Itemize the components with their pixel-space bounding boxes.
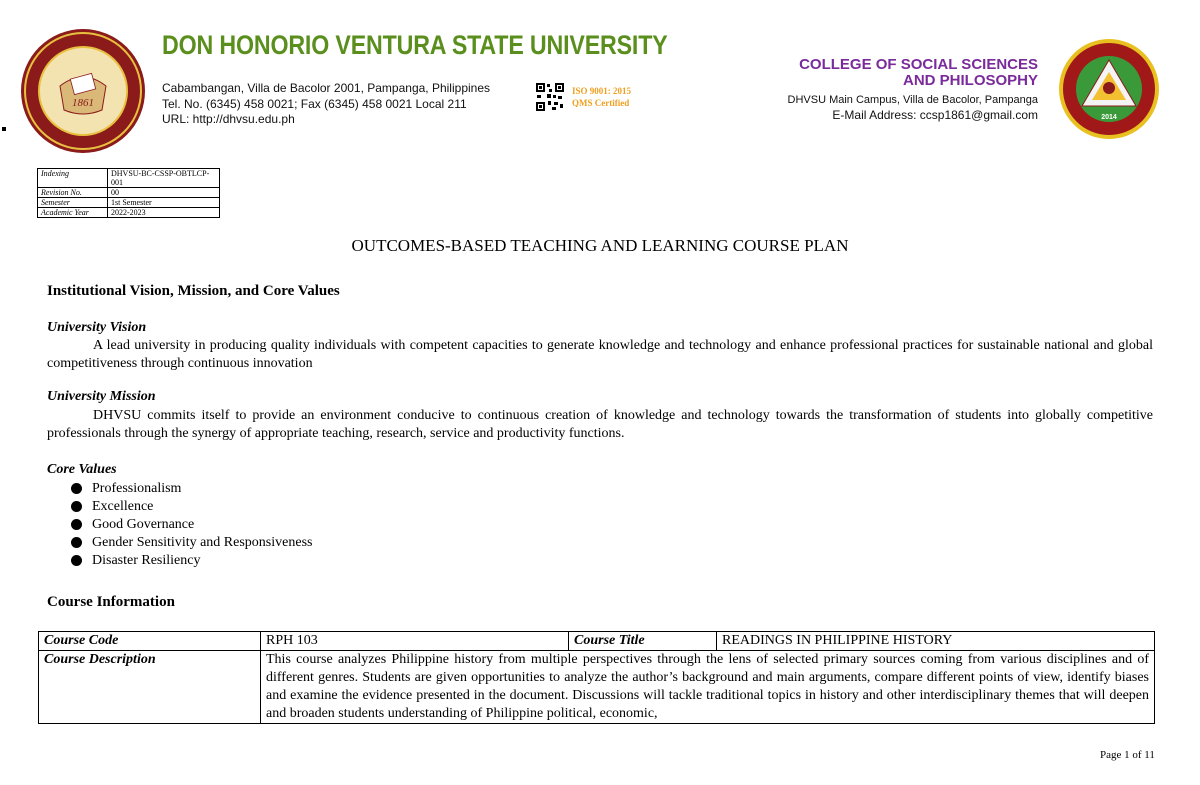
vision-heading: University Vision xyxy=(47,320,147,335)
list-item: Good Governance xyxy=(70,516,312,534)
index-key: Academic Year xyxy=(38,208,108,218)
mission-heading: University Mission xyxy=(47,389,156,404)
vision-text: A lead university in producing quality individuals with competent capacities to generate knowledge and technology and enhance professional practices for sustainable national and global competitiveness through continuous innovation xyxy=(47,338,1153,371)
iso-certification: ISO 9001: 2015 xyxy=(572,86,632,96)
college-seal-logo xyxy=(1058,38,1160,140)
college-name-line2: AND PHILOSOPHY xyxy=(902,72,1038,89)
table-row xyxy=(38,169,220,188)
bullet-icon xyxy=(71,483,82,494)
seal-year: 1861 xyxy=(72,97,94,109)
course-description-label: Course Description xyxy=(39,651,261,724)
bullet-icon xyxy=(71,537,82,548)
stray-mark xyxy=(2,127,6,131)
bullet-icon xyxy=(71,519,82,530)
university-phone: Tel. No. (6345) 458 0021; Fax (6345) 458 0021 Local 211 xyxy=(162,97,467,111)
college-name-line1: COLLEGE OF SOCIAL SCIENCES xyxy=(799,56,1038,73)
course-title-value: READINGS IN PHILIPPINE HISTORY xyxy=(717,632,1155,651)
mission-text: DHVSU commits itself to provide an environment conducive to continuous creation of knowledge and technology towards the transformation of students into globally competitive professionals through the synergy of appropriate teaching, research, service and productivity functions. xyxy=(47,408,1153,441)
vmc-heading: Institutional Vision, Mission, and Core Values xyxy=(47,283,340,299)
university-address: Cabambangan, Villa de Bacolor 2001, Pampanga, Philippines xyxy=(162,81,491,95)
course-code-label: Course Code xyxy=(39,632,261,651)
core-values-list xyxy=(70,480,312,570)
table-row xyxy=(38,188,220,198)
table-row xyxy=(38,208,220,218)
list-item: Disaster Resiliency xyxy=(70,552,312,570)
list-item: Excellence xyxy=(70,498,312,516)
course-info-heading: Course Information xyxy=(47,594,175,610)
table-row xyxy=(39,632,1155,651)
index-key: Revision No. xyxy=(38,188,108,198)
university-name: DON HONORIO VENTURA STATE UNIVERSITY xyxy=(162,30,668,60)
document-title: OUTCOMES-BASED TEACHING AND LEARNING COURSE PLAN xyxy=(351,236,849,255)
college-campus: DHVSU Main Campus, Villa de Bacolor, Pampanga xyxy=(787,94,1038,106)
page-number: Page 1 of 11 xyxy=(1100,749,1155,761)
college-email: E-Mail Address: ccsp1861@gmail.com xyxy=(832,108,1038,122)
college-seal-year: 2014 xyxy=(1101,114,1117,121)
bullet-icon xyxy=(71,501,82,512)
index-key: Semester xyxy=(38,198,108,208)
qr-code-icon xyxy=(535,82,565,112)
vision-paragraph xyxy=(47,337,1153,373)
table-row xyxy=(39,651,1155,724)
core-values-heading: Core Values xyxy=(47,462,117,477)
course-info-table xyxy=(38,631,1155,724)
university-url: URL: http://dhvsu.edu.ph xyxy=(162,112,295,126)
bullet-icon xyxy=(71,555,82,566)
university-seal-logo xyxy=(20,28,146,154)
list-item: Professionalism xyxy=(70,480,312,498)
list-item: Gender Sensitivity and Responsiveness xyxy=(70,534,312,552)
index-value: 1st Semester xyxy=(108,198,220,208)
qms-certified: QMS Certified xyxy=(572,98,630,107)
course-code-value: RPH 103 xyxy=(261,632,569,651)
index-value: 2022-2023 xyxy=(108,208,220,218)
index-value: 00 xyxy=(108,188,220,198)
index-key: Indexing xyxy=(38,169,108,188)
table-row xyxy=(38,198,220,208)
index-value: DHVSU-BC-CSSP-OBTLCP-001 xyxy=(108,169,220,188)
document-index-table xyxy=(37,168,220,218)
course-title-label: Course Title xyxy=(569,632,717,651)
mission-paragraph xyxy=(47,407,1153,443)
course-description-value: This course analyzes Philippine history from multiple perspectives through the lens of selected primary sources coming from various disciplines and of different genres. Students are given opportunities to analyze the author’s background and main arguments, compare different points of view, identify biases and examine the evidence presented in the document. Discussions will tackle traditional topics in history and other interdisciplinary themes that will deepen and broaden students understanding of Philippine political, economic, xyxy=(261,651,1155,724)
